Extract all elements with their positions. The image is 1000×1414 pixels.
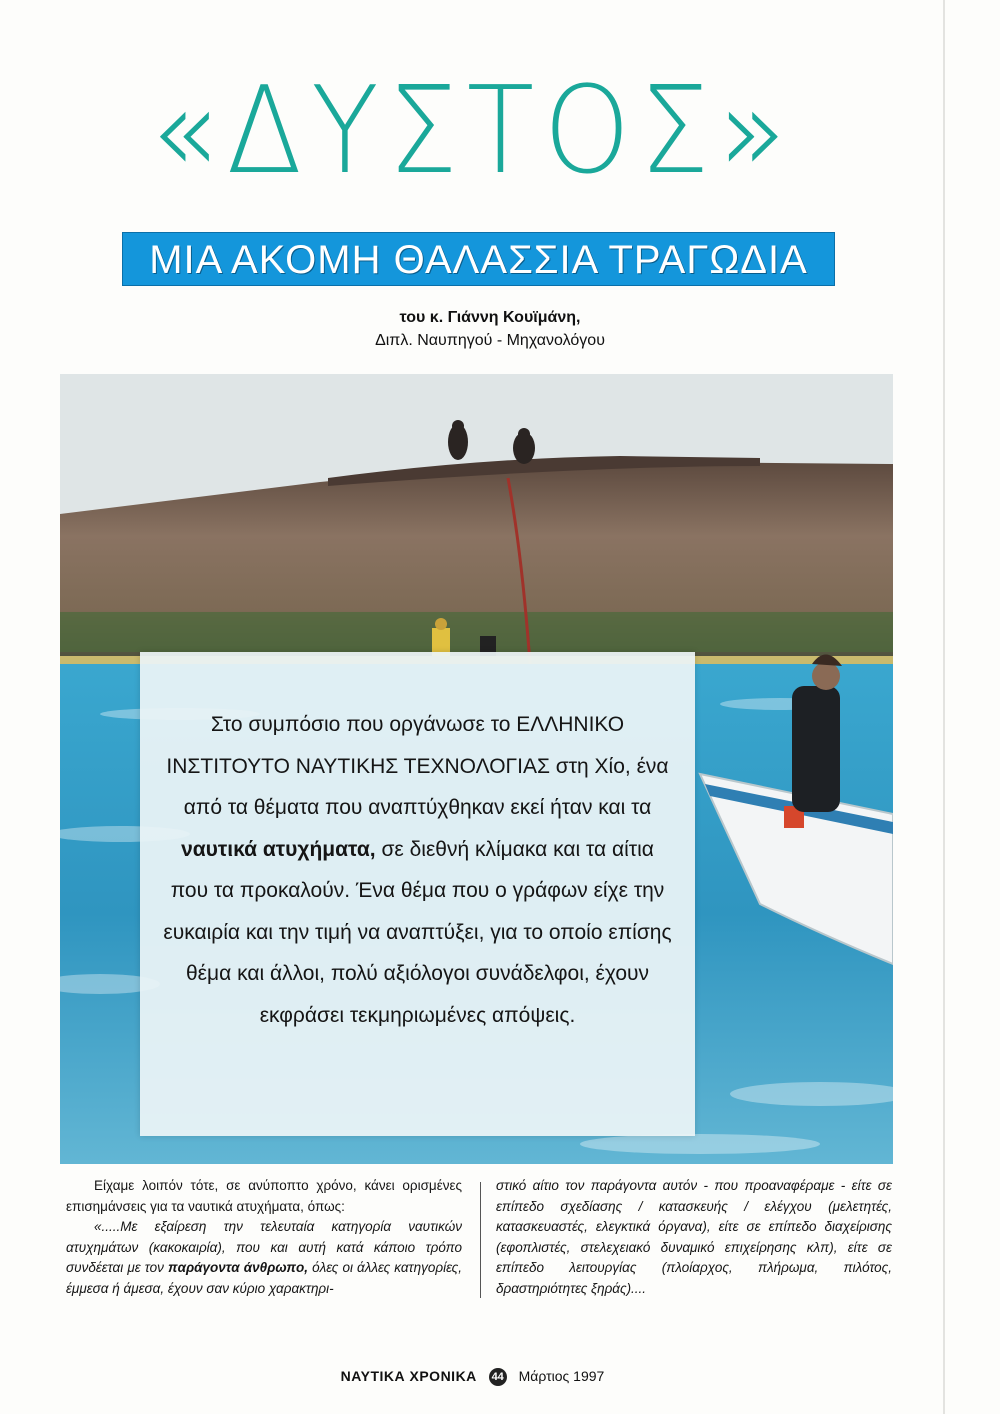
subtitle-banner [122, 232, 835, 286]
author-name: του κ. Γιάννη Κουϊμάνη, [399, 309, 581, 326]
body-quote [66, 1217, 462, 1299]
magazine-name: ΝΑΥΤΙΚΑ ΧΡΟΝΙΚΑ [340, 1368, 477, 1384]
issue-date: Μάρτιος 1997 [518, 1368, 605, 1384]
body-quote-part1: «.....Με εξαίρεση την τελευταία κατηγορία ναυτικών ατυχημάτων (κακοκαιρία), που και αυτή κατά κάποιο τρόπο συνδέεται με τον [66, 1219, 462, 1276]
intro-text [160, 704, 675, 1036]
page-footer [0, 1368, 945, 1386]
column-divider [480, 1182, 481, 1298]
body-quote-bold: παράγοντα άνθρωπο, [167, 1260, 308, 1276]
hull-waterline [60, 612, 893, 652]
body-column-left [66, 1176, 462, 1300]
byline [290, 306, 690, 352]
author-title: Διπλ. Ναυπηγού - Μηχανολόγου [375, 332, 605, 349]
body-paragraph: Είχαμε λοιπόν τότε, σε ανύποπτο χρόνο, κάνει ορισμένες επισημάνσεις για τα ναυτικά ατυχήματα, όπως: [66, 1178, 462, 1214]
intro-box [140, 652, 695, 1136]
headline-title: «ΔΥΣΤΟΣ» [149, 62, 796, 201]
page-edge [943, 0, 945, 1414]
body-quote-part2: όλες οι άλλες κατηγορίες, έμμεσα ή άμεσα, έχουν σαν κύριο χαρακτηρι- [66, 1260, 462, 1296]
intro-text-part1: Στο συμπόσιο που οργάνωσε το ΕΛΛΗΝΙΚΟ ΙΝΣΤΙΤΟΥΤΟ ΝΑΥΤΙΚΗΣ ΤΕΧΝΟΛΟΓΙΑΣ στη Χίο, ένα από τα θέματα που αναπτύχθηκαν εκεί ήταν και τα [166, 713, 669, 819]
headline-subtitle: ΜΙΑ ΑΚΟΜΗ ΘΑΛΑΣΣΙΑ ΤΡΑΓΩΔΙΑ [149, 238, 808, 282]
body-column-right: στικό αίτιο τον παράγοντα αυτόν - που προαναφέραμε - είτε σε επίπεδο σχεδίασης / κατασκευής / ελέγχου (μελετητές, κατασκευαστές, ελεγκτικά όργανα), είτε σε επίπεδο διαχείρισης (εφοπλιστές, στελεχειακό δυναμικό επιχείρησης κλπ), είτε σε επίπεδο λειτουργίας (πλοίαρχος, πλήρωμα, πιλότος, δραστηριότητες ξηράς).... [496, 1178, 892, 1296]
page-number: 44 [489, 1368, 507, 1386]
intro-text-bold: ναυτικά ατυχήματα, [181, 837, 376, 861]
intro-text-part2: σε διεθνή κλίμακα και τα αίτια που τα προκαλούν. Ένα θέμα που ο γράφων είχε την ευκαιρία και την τιμή να αναπτύξει, για το οποίο επίσης θέμα και άλλοι, πολύ αξιόλογοι συνάδελφοι, έχουν εκφράσει τεκμηριωμένες απόψεις. [163, 837, 672, 1027]
